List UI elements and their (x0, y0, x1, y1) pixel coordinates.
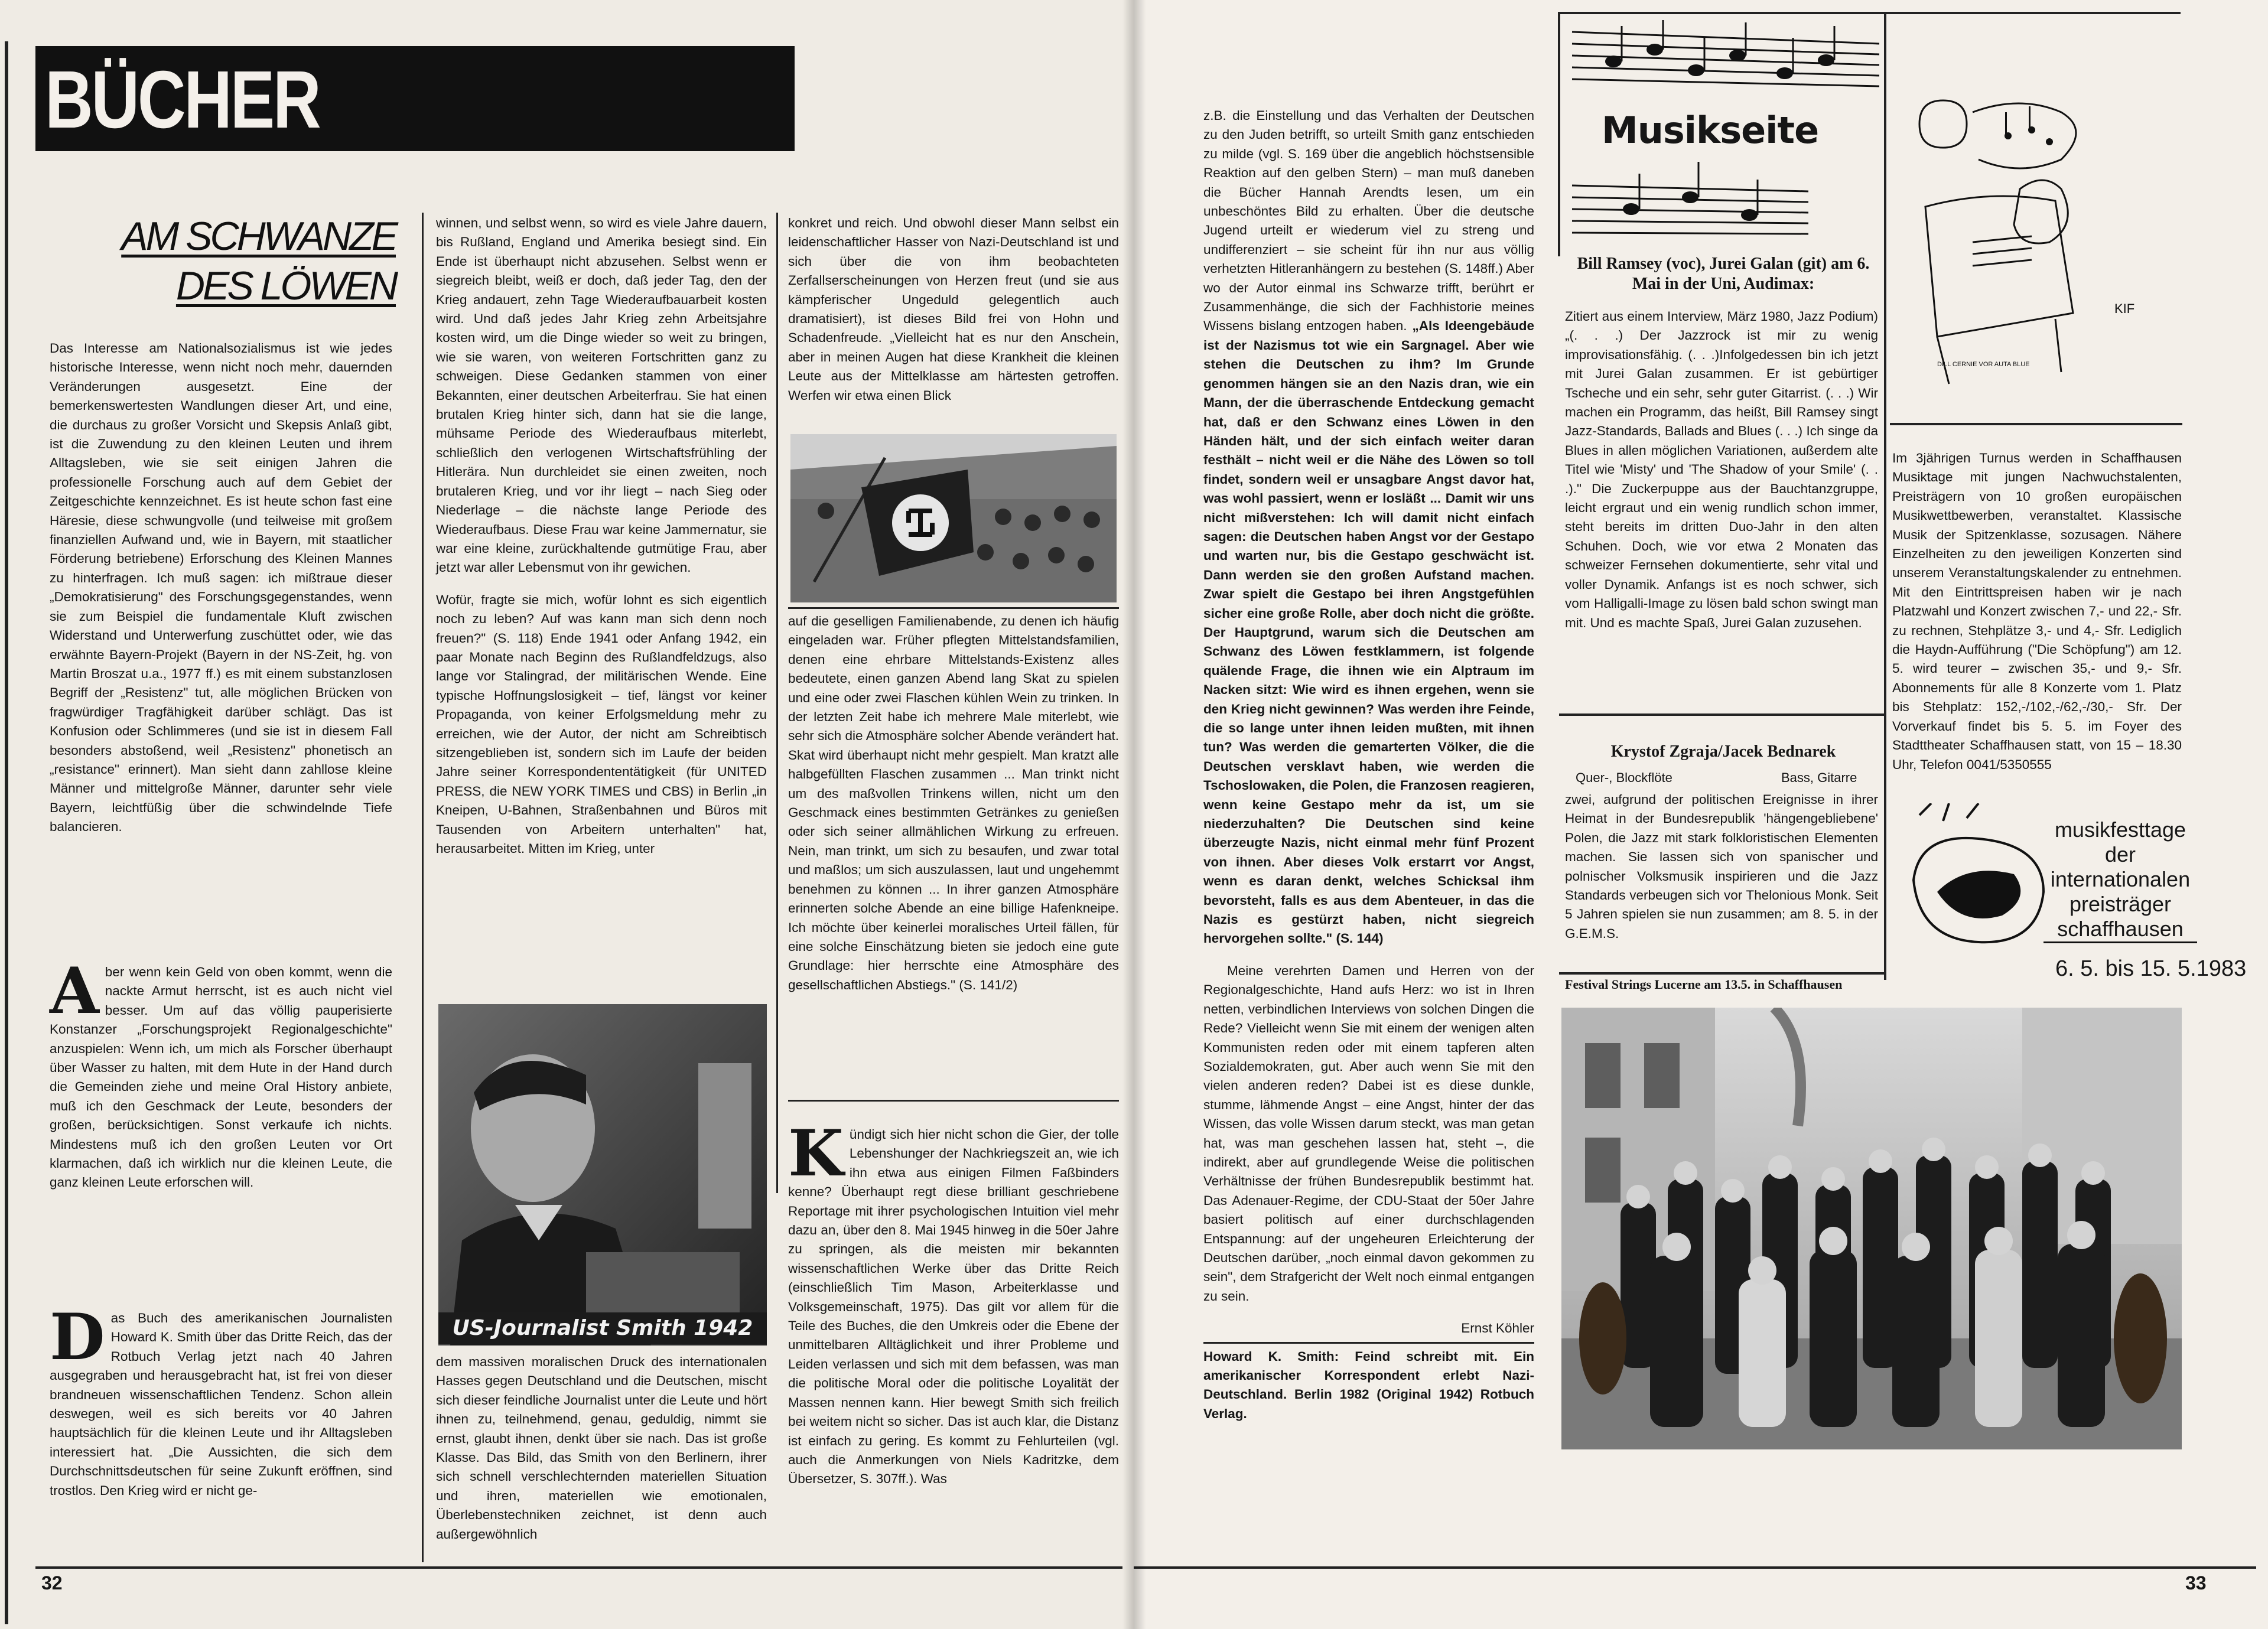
cartoon-small-text: DILL CERNIE VOR AUTA BLUE (1937, 361, 2030, 368)
left-edge-rule (5, 41, 8, 1624)
horizontal-rule (1203, 1342, 1534, 1344)
cartoon-signature: KIF (2114, 301, 2135, 316)
article-column-2b (436, 1353, 767, 1557)
article-column-1 (50, 339, 392, 850)
article-column-3b (788, 612, 1119, 1008)
festival-text: Im 3jährigen Turnus werden in Schaffhausen Musiktage mit jungen Nachwuchstalenten, Preisträgern von 10 großen europäischen Musikwettbewerben, veranstaltet. Klassische Musik der Spitzenklasse, sozusagen. Nähere Einzelheiten zu den jeweiligen Konzerten sind unserem Veranstaltungskalender zu entnehmen. Mit den Eintrittspreisen haben wir je nach Platzwahl und Konzert zwischen 7,- und 22,- Sfr. zu rechnen, Stehplätze 3,- und 4,- Sfr. Lediglich die Haydn-Aufführung ("Die Schöpfung") am 12. 5. wird teurer – zwischen 35,- und 9,- Sfr. Abonnements für alle 8 Konzerte vom 1. Platz bis Stehplatz: 152,-/102,-/62,-/30,- Sfr. Der Vorverkauf findet bis 5. 5. im Foyer des Stadttheater Schaffhausen statt, von 15 – 18.30 Uhr, Telefon 0041/5350555 (1892, 451, 2182, 772)
article-paragraph (50, 954, 392, 1193)
footer-rule (35, 1566, 1122, 1569)
article-paragraph: Wofür, fragte sie mich, wofür lohnt es sich eigentlich noch zu leben? Auf was kann man sich denn noch freuen?" (S. 118) Ende 1941 oder Anfang 1942, ein paar Monate nach Beginn des Rußlandfeldzugs, also lange vor Stalingrad, der militärischen Wende. Eine typische Hoffnungslosigkeit – tief, längst vor keiner Propaganda, von keiner Erfolgsmeldung mehr zu erreichen, wie der Autor, der nicht am Schreibtisch sitzengeblieben ist, sondern sich im Laufe der beiden Jahre seiner Korrespondententätigkeit (für UNITED PRESS, die NEW YORK TIMES und CBS) in Berlin „in Kneipen, U-Bahnen, Straßenbahnen und Büros mit Tausenden von Arbeitern unterhalten" hat, herausarbeitet. Mitten im Krieg, unter (436, 592, 767, 856)
festival-logo-line: schaffhausen (2044, 917, 2197, 943)
article-paragraph: konkret und reich. Und obwohl dieser Mann selbst ein leidenschaftlicher Hasser von Nazi-Deutschland ist und sich über die von ihm beobachteten Zerfallserscheinungen von Herzen freut (und sie aus kämpferischer Ungeduld gelegentlich auch dramatisiert), ist dieses Bild frei von Hohn und Schadenfreude. „Vielleicht hat es nur den Anschein, aber in meinen Augen hat diese Krankheit die kleinen Leute aus der Mittelklasse am härtesten getroffen. Werfen wir etwa einen Blick (788, 216, 1119, 403)
concert-2-instruments-right: Bass, Gitarre (1781, 770, 1857, 785)
concert-2-instruments-left: Quer-, Blockflöte (1576, 770, 1672, 785)
column-rule (1884, 14, 1886, 980)
horizontal-rule (1559, 972, 1884, 975)
headline-line-2: DES LÖWEN (175, 263, 396, 308)
pianist-cartoon (1902, 89, 2162, 396)
drop-cap: K (788, 1116, 844, 1191)
article-column-3c (788, 1116, 1119, 1502)
article-column-3 (788, 214, 1119, 418)
photo-caption: Festival Strings Lucerne am 13.5. in Schaffhausen (1565, 977, 1843, 992)
horizontal-rule (788, 1100, 1119, 1102)
quote-bold-text: „Als Ideengebäude ist der Nazismus tot wie ein Sargnagel. Aber wie stehen die Deutschen zu ihm? Im Grunde genommen hängen sie an den Nazis dran, wie ein Mann, der die überraschende Entdeckung gemacht hat, daß er den Schwanz eines Löwen in den Händen hält, und der sich einfach weiter daran festhält – nicht weil er die Nähe des Löwen so toll findet, sondern weil er unsagbare Angst davor hat, was wohl passiert, wenn er losläßt ... Damit wir uns nicht mißverstehen: Ich will damit nicht einfach sagen: die Deutschen haben Angst vor der Gestapo und warten nur, bis die Gestapo geschwächt ist. Dann werden sie den großen Aufstand machen. Zwar spielt die Gestapo bei ihren Angstgefühlen sicher eine große Rolle, aber doch nicht die größte. Der Hauptgrund, warum sich die Deutschen am Schwanz des Löwen festklammern, ist folgende quälende Frage, die ihnen wie ein Alptraum im Nacken sitzt: Wie wird es ihnen ergehen, wenn sie den Krieg nicht gewinnen? Was werden ihre Feinde, die so lange unter ihnen leiden mußten, mit ihnen tun? Was werden die gemarterten Völker, die die Deutschen versklavt haben, wie werden die Tschoslowaken, die Polen, die Franzosen reagieren, wenn keine Gestapo mehr da ist, um sie niederzuhalten? Die Deutschen sind keine überzeugte Nazis, nicht einmal mehr fünf Prozent von ihnen. Aber dieses Volk erstarrt vor Angst, wenn es daran denkt, welches Schicksal ihm bevorsteht, falls es aus dem Abenteuer, in das die Nazis es gestürzt haben, nicht siegreich hervorgehen sollte." (S. 144) (1203, 318, 1535, 946)
author-name: Ernst Köhler (1461, 1321, 1534, 1336)
photo-nazi-parade (790, 434, 1117, 602)
article-paragraph: auf die geselligen Familienabende, zu denen ich häufig eingeladen war. Früher pflegten Mittelstandsfamilien, denen eine ehrbare Mittelstands-Existenz alles bedeutete, einen ganzen Abend lang Skat zu spielen und eine oder zwei Flaschen kühlen Wein zu trinken. In der letzten Zeit habe ich mehrere Male miterlebt, wie sehr sich die Atmosphäre solcher Abende verändert hat. Skat wird überhaupt nicht mehr gespielt. Man kratzt alle halbgefüllten Flaschen zusammen ... Man trinkt nicht um des maßvollen Trinkens willen, nicht um den Geschmack eines bestimmten Getränkes zu genießen oder sich seiner allmählichen Wirkung zu erfreuen. Nein, man trinkt, um sich zu besaufen, und zwar total und maßlos; um sich auszulassen, laut und ungehemmt benehmen zu können ... In ihrer ganzen Atmosphäre erinnerten solche Abende an eine billige Hafenkneipe. Ich möchte über keinerlei moralisches Urteil fällen, für eine solche Einschätzung bieten sie jedoch eine gute Grundlage: hier herrschte eine Atmosphäre des gesellschaftlichen Abstiegs." (S. 141/2) (788, 614, 1119, 992)
article-paragraph: winnen, und selbst wenn, so wird es viele Jahre dauern, bis Rußland, England und Amerika besiegt sind. Ein Ende ist überhaupt nicht abzusehen. Selbst wenn er siegreich bleibt, weiß er doch, daß jeder Tag, den der Krieg andauert, zehn Tage Wiederaufbauarbeit kosten wird. Und daß jedes Jahr Krieg zehn Arbeitsjahre kosten wird, um die Dinge wieder so weit zu bringen, wie sie waren, von weiteren Fortschritten ganz zu schweigen. Diese Gedanken stammen von einer Bekannten, einer deutschen Arbeiterfrau. Sie hat einen brutalen Krieg hinter sich, dann hat sie die lange, mühsame Periode des Wiederaufbaus miterlebt, schließlich den verlogenen Wirtschaftsfrühling der Hitlerära. Nun durchleidet sie einen zweiten, noch brutaleren Krieg, und vor ihr liegt – nach Sieg oder Niederlage – die nächste lange Periode des Wiederaufbaus. Diese Frau war keine Jammernatur, sie war eine kleine, zurückhaltende gutmütige Frau, aber jetzt war aller Lebensmut von ihr gewichen. (436, 216, 767, 575)
article-column-4 (1203, 106, 1534, 1423)
festival-dates: 6. 5. bis 15. 5.1983 (2055, 956, 2247, 981)
page-number: 33 (2185, 1572, 2207, 1594)
article-paragraph: Das Interesse am Nationalsozialismus ist wie jedes historische Interesse, wenn nicht noch mehr, dauernden Veränderungen ausgesetzt. Eine der bemerkenswertesten Wandlungen dieser Art, und eine, die durchaus zu großer Vorsicht und Skepsis Anlaß gibt, ist die Zuwendung zu den kleinen Leuten und ihrem Alltagsleben, wie sie seit einigen Jahren die professionelle Forschung auch auf dem Gebiet der Zeitgeschichte kennzeichnet. Es ist heute schon fast eine Häresie, diese schwungvolle (und teilweise mit großem finanziellen Aufwand und, wie in Bayern, mit staatlicher Förderung betriebene) Erforschung des Kleinen Mannes zu hinterfragen. Ich muß sagen: ich mißtraue dieser „Demokratisierung" des Forschungsgegenstandes, wenn sie zum Beispiel die fundamentale Kluft zwischen Widerstand und Unterwerfung zuschüttet oder, wie das erwähnte Bayern-Projekt (Bayern in der NS-Zeit, hg. von Martin Broszat u.a., 1977 ff.) es mit einem substanzlosen Begriff der „Resistenz" tut, alle möglichen Brücken von fragwürdiger Tragfähigkeit darüber schlägt. Das ist Konfusion oder Schlimmeres (und sie ist in diesem Fall besonders abstoßend, weil „Resistenz" phonetisch an „resistance" erinnert). Man sieht dann zahllose kleine Männer und mittelgroße Männer, darunter sehr viele Bayern, leichtfüßig über die schwindelnde Tiefe balancieren. (50, 341, 392, 835)
footer-rule (1134, 1566, 2256, 1569)
photo-caption: US-Journalist Smith 1942 (438, 1312, 767, 1344)
horizontal-rule (788, 607, 1119, 609)
concert-1-text: Zitiert aus einem Interview, März 1980, Jazz Podium) „(. . .) Der Jazzrock ist mir zu wenig improvisationsfähig. (. . .)Infolgedessen bin ich jetzt mit Jurei Galan zusammen. Er ist gebürtiger Tscheche und ein sehr, sehr guter Gitarrist. (. . .) Wir machen ein Programm, das heißt, Bill Ramsey singt Jazz-Standards, Ballads and Blues (. . .) Ich singe da Blues in allen möglichen Variationen, außerdem alte Titel wie 'Misty' und 'The Shadow of your Smile' (. . .)." Die Zuckerpuppe aus der Bauchtanzgruppe, leicht ergraut und ein wenig rundlich schon immer, steht bereits im dritten Duo-Jahr in den alten Schuhen. Doch, wie vor etwa 2 Monaten das schweizer Fernsehen dokumentierte, sehr vital und voller Dynamik. Anfangs ist es noch schwer, sich vom Halligalli-Image zu lösen bald schon swingt man mit. Und es machte Spaß, Jurei Galan zuzusehen. (1565, 309, 1878, 630)
parade-image (790, 434, 1117, 602)
headline-line-1: AM SCHWANZE (121, 214, 396, 259)
article-column-2 (436, 214, 767, 871)
paragraph-text: z.B. die Einstellung und das Verhalten der Deutschen zu den Juden betrifft, so urteilt Smith ganz entschieden zu milde (vgl. S. 169 über die angeblich höchstsensible Reaktion auf den gelben Stern) – man muß daneben die Bücher Hannah Arendts lesen, um ein unbeschöntes Bild zu erhalten. Über die deutsche Jugend urteilt er wiederum viel zu streng und undifferenziert – sie scheint für ihn nur aus völlig verhetzten Hitleranhängern zu bestehen (S. 148ff.) Aber wo der Autor einmal ins Schwarze trifft, berührt er Zusammenhänge, die sich der Fachhistorie meines Wissens bislang entzogen haben. (1203, 108, 1534, 334)
page-number: 32 (41, 1572, 63, 1594)
paragraph-text: as Buch des amerikanischen Journalisten Howard K. Smith über das Dritte Reich, das der Rotbuch Verlag jetzt nach 40 Jahren ausgegraben und herausgebracht hat, ist frei von dieser brandneuen wissenschaftlichen Tendenz. Schon allein deswegen, weil es sich bereits vor 40 Jahren hauptsächlich für die kleinen Leute und ihr Alltagsleben interessiert hat. „Die Aussichten, die sich dem Durchschnittsdeutschen für seine Zukunft eröffnen, sind trostlos. Den Krieg wird er nicht ge- (50, 1311, 392, 1498)
section-label: BÜCHER (45, 54, 320, 145)
horizontal-rule (1890, 423, 2182, 425)
photo-festival-strings (1561, 1008, 2182, 1449)
concert-2-headline: Krystof Zgraja/Jacek Bednarek (1610, 742, 1836, 761)
column-rule (776, 213, 778, 1193)
paragraph-text: ündigt sich hier nicht schon die Gier, der tolle Lebenshunger der Nachkriegszeit an, wie ich ihn etwa aus einigen Filmen Faßbinders kenne? Überhaupt regt diese brilliant geschriebene Reportage mit ihrer psychologischen Intuition viel mehr dazu an, über den 8. Mai 1945 hinweg in die 50er Jahre zu springen, als die meisten mir bekannten wissenschaftlichen Werke über das Dritte Reich (einschließlich Tim Mason, Arbeiterklasse und Volksgemeinschaft, 1975). Das gilt vor allem für die Teile des Buches, die den Umkreis oder die Ebene der unmittelbaren Alltäglichkeit und ihrer Probleme und Leiden verlassen und sich mit dem befassen, was man die politische Moral oder die politische Loyalität der Massen nennen kann. Hier bewegt Smith sich freilich bei weitem nicht so sicher. Das ist auch klar, die Distanz ist einfach zu gering. Es kommt zu Fehlurteilen (vgl. auch die Anmerkungen von Niels Kadritzke, dem Übersetzer, S. 307ff.). Was (788, 1127, 1119, 1487)
article-paragraph (50, 1300, 392, 1500)
festival-logo-line: musikfesttage (2054, 817, 2186, 842)
article-column-1b (50, 954, 392, 1206)
photo-journalist-smith (438, 1004, 767, 1345)
drop-cap: A (50, 954, 99, 1028)
concert-1-headline: Bill Ramsey (voc), Jurei Galan (git) am 6. Mai in der Uni, Audimax: (1577, 255, 1870, 293)
article-paragraph: Meine verehrten Damen und Herren von der Regionalgeschichte, Hand aufs Herz: wo ist in Ihren netten, verbindlichen Interviews von solchen Dingen die Rede? Vielleicht wenn Sie mit einem der wenigen alten Kommunisten reden oder mit einem tapferen alten Sozialdemokraten, gut. Aber auch wenn Sie mit den vielen anderen reden? Dabei ist es diese dunkle, stumme, lähmende Angst – eine Angst, hinter der das Wissen, das volle Wissen darum steckt, was man getan hat, was man geschehen lassen hat, steht –, die indirekt, aber auf grundlegende Weise die politischen Verhältnisse der frühen Bundesrepublik bestimmt hat. Das Adenauer-Regime, der CDU-Staat der 50er Jahre basiert politisch auf einer durchschlagenden Entspannung: auf der ungeheuren Erleichterung der Deutschen darüber, „noch einmal davon gekommen zu sein", dem Strafgericht der Welt noch einmal entgangen zu sein. (1203, 963, 1534, 1304)
festival-logo-text (2044, 817, 2197, 943)
festival-logo-line: internationalen (2050, 867, 2191, 891)
music-title: Musikseite (1602, 109, 1819, 152)
festival-logo-line: der (2104, 842, 2136, 866)
article-paragraph (788, 1116, 1119, 1489)
article-paragraph: dem massiven moralischen Druck des internationalen Hasses gegen Deutschland und die Deutschen, mischt sich dieser feindliche Journalist unter die Leute und hört ihnen zu, teilnehmend, genau, geduldig, nimmt sie ernst, glaubt ihnen, denkt über sie nach. Das ist große Klasse. Das Bild, das Smith von den Berlinern, ihrer sich schnell verschlechternden materiellen Situation und ihren, materiellen wie emotionalen, Überlebenstechniken zeichnet, ist denn auch außergewöhnlich (436, 1354, 767, 1542)
horizontal-rule (1559, 713, 1884, 716)
drop-cap: D (50, 1300, 105, 1374)
paragraph-text: ber wenn kein Geld von oben kommt, wenn die nackte Armut herrscht, ist es auch nicht viel besser. Um auf das völlig pauperisierte Konstanzer „Forschungsprojekt Regionalgeschichte" anzuspielen: Wenn ich, um mich als Forscher überhaupt über Wasser zu halten, mit dem Hute in der Hand durch die Gemeinden ziehe und meine Oral History anbiete, muß ich den Geschmack der Leute, besonders der großen, berücksichtigen. Sonst verkaufe ich nichts. Mindestens muß ich den großen Leuten vor Ort klarmachen, daß ich wirklich nur die kleinen Leute, die ganz kleinen Leute erforschen will. (50, 965, 392, 1190)
column-rule (422, 213, 424, 1562)
article-column-1c (50, 1300, 392, 1513)
right-page (1134, 0, 2268, 1629)
book-info: Howard K. Smith: Feind schreibt mit. Ein amerikanischer Korrespondent erlebt Nazi-Deutschland. Berlin 1982 (Original 1942) Rotbuch Verlag. (1203, 1348, 1534, 1421)
concert-2-text: zwei, aufgrund der politischen Ereignisse in ihrer Heimat in der Bundesrepublik 'hängengebliebene' Polen, die Jazz mit stark folkloristischen Elementen machen. Sie lassen sich von spanischer und polnischer Volksmusik inspirieren und die Jazz Standards verbeugen sich vor Thelonious Monk. Seit 5 Jahren spielen sie nun zusammen; am 8. 5. in der G.E.M.S. (1565, 792, 1878, 941)
festival-logo-line: preisträger (2069, 892, 2172, 916)
article-paragraph (1203, 106, 1534, 949)
orchestra-image (1561, 1008, 2182, 1449)
headline (112, 211, 396, 311)
spread-gutter (1122, 0, 1146, 1629)
portrait-image (438, 1004, 767, 1345)
